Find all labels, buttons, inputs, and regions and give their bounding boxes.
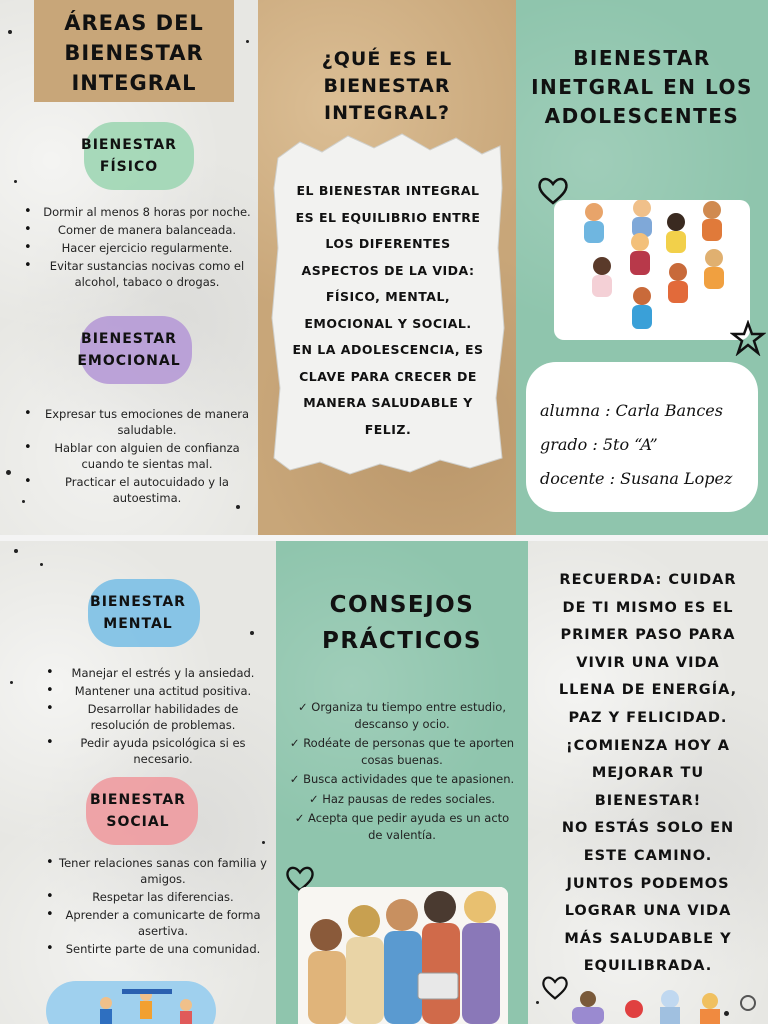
message-line: RECUERDA: CUIDAR [559, 572, 737, 588]
bienestar-fisico-label [0, 134, 258, 178]
docente-line: docente : Susana Lopez [540, 469, 733, 488]
list-item: • Dormir al menos 8 horas por noche. [36, 204, 258, 220]
consejos-title [276, 587, 528, 659]
label-line: BIENESTAR [90, 792, 186, 808]
message-line: ¡COMIENZA HOY A [566, 737, 730, 754]
tip-item: ✓ Acepta que pedir ayuda es un acto de valentía. [294, 811, 510, 842]
tip-item: ✓ Haz pausas de redes sociales. [308, 791, 496, 806]
label-line: BIENESTAR [81, 137, 177, 153]
label-line: EMOCIONAL [77, 353, 181, 369]
list-item: • Hacer ejercicio regularmente. [36, 240, 258, 256]
list-item: • Hablar con alguien de confianza cuando te sientas mal. [36, 440, 258, 472]
teens-group-illustration [554, 200, 750, 340]
fisico-list [22, 204, 258, 292]
text-line: LOS DIFERENTES [325, 236, 451, 251]
message-line: BIENESTAR! [594, 792, 702, 809]
title-line: BIENESTAR [323, 75, 451, 97]
text-line: EN LA ADOLESCENCIA, ES [292, 342, 484, 357]
tips-list [286, 699, 518, 843]
title-line: INTEGRAL [71, 71, 197, 95]
message-line: MÁS SALUDABLE Y [564, 930, 732, 947]
list-item: • Tener relaciones sanas con familia y amigos. [58, 855, 268, 887]
brochure-inside [0, 541, 768, 1024]
section-title [34, 8, 234, 98]
definition-text [270, 178, 506, 443]
bienestar-emocional-label [0, 328, 258, 372]
list-item: • Mantener una actitud positiva. [58, 683, 268, 699]
text-line: CLAVE PARA CRECER DE [299, 368, 477, 384]
message-line: ESTE CAMINO. [583, 847, 713, 864]
title-line: CONSEJOS [329, 592, 475, 618]
text-line: ASPECTOS DE LA VIDA: [301, 262, 475, 278]
message-line: DE TI MISMO ES EL [562, 599, 734, 616]
message-line: VIVIR UNA VIDA [576, 654, 720, 671]
cover-title [516, 44, 768, 131]
bienestar-social-label [0, 789, 276, 833]
people-group-icon [554, 200, 750, 340]
star-doodle-icon [730, 320, 766, 356]
label-line: FÍSICO [99, 159, 159, 175]
title-line: ÁREAS DEL [64, 11, 204, 35]
friends-illustration [298, 887, 508, 1024]
tip-item: ✓ Organiza tu tiempo entre estudio, descanso y ocio. [298, 700, 506, 731]
message-line: LLENA DE ENERGÍA, [558, 682, 738, 699]
credits-text [540, 394, 760, 496]
text-line: FÍSICO, MENTAL, [325, 289, 451, 304]
title-line: PRÁCTICOS [322, 628, 482, 654]
grado-line: grado : 5to “A” [540, 435, 658, 454]
label-line: BIENESTAR [90, 594, 186, 610]
list-item: • Sentirte parte de una comunidad. [58, 941, 268, 957]
closing-message [532, 567, 764, 981]
list-item: • Comer de manera balanceada. [36, 222, 258, 238]
list-item: • Respetar las diferencias. [58, 889, 268, 905]
message-line: EQUILIBRADA. [583, 958, 713, 975]
message-line: JUNTOS PODEMOS [566, 875, 730, 892]
title-line: ¿QUÉ ES EL [321, 48, 453, 70]
bienestar-mental-label [0, 591, 276, 635]
panel-mensaje-final [528, 541, 768, 1024]
list-item: • Manejar el estrés y la ansiedad. [58, 665, 268, 681]
title-line: INETGRAL EN LOS [531, 75, 753, 99]
title-line: INTEGRAL? [324, 102, 450, 124]
list-item: • Desarrollar habilidades de resolución de problemas. [58, 701, 268, 733]
label-line: MENTAL [103, 616, 173, 632]
friends-group-icon [298, 887, 508, 1024]
tip-item: ✓ Rodéate de personas que te aporten cosas buenas. [289, 736, 515, 767]
message-line: NO ESTÁS SOLO EN [561, 820, 735, 837]
message-line: LOGRAR UNA VIDA [564, 903, 732, 920]
title-line: BIENESTAR [64, 41, 204, 65]
question-title [258, 46, 516, 127]
social-list [44, 855, 268, 959]
list-item: • Aprender a comunicarte de forma asertiva. [58, 907, 268, 939]
text-line: MANERA SALUDABLE Y [303, 395, 473, 410]
panel-areas-bienestar [0, 0, 258, 535]
text-line: FELIZ. [364, 421, 412, 437]
emocional-list [22, 406, 258, 508]
label-line: BIENESTAR [81, 331, 177, 347]
text-line: EMOCIONAL Y SOCIAL. [304, 315, 472, 331]
text-line: EL BIENESTAR INTEGRAL [296, 183, 480, 198]
panel-portada [516, 0, 768, 535]
list-item: • Expresar tus emociones de manera saludable. [36, 406, 258, 438]
list-item: • Practicar el autocuidado y la autoestima. [36, 474, 258, 506]
title-line: ADOLESCENTES [544, 104, 740, 128]
panel-consejos [276, 541, 528, 1024]
healthy-habits-illustration [564, 987, 764, 1024]
label-line: SOCIAL [106, 814, 170, 830]
message-line: PRIMER PASO PARA [560, 627, 736, 644]
exercise-illustration [46, 981, 216, 1024]
list-item: • Evitar sustancias nocivas como el alcohol, tabaco o drogas. [36, 258, 258, 290]
message-line: MEJORAR TU [591, 765, 705, 782]
title-line: BIENESTAR [573, 46, 711, 70]
list-item: • Pedir ayuda psicológica si es necesario. [58, 735, 268, 767]
alumna-line: alumna : Carla Bances [540, 401, 723, 420]
tip-item: ✓ Busca actividades que te apasionen. [289, 772, 515, 786]
text-line: ES EL EQUILIBRIO ENTRE [295, 209, 481, 225]
message-line: PAZ Y FELICIDAD. [568, 709, 728, 726]
panel-mental-social [0, 541, 276, 1024]
mental-list [44, 665, 268, 769]
panel-que-es [258, 0, 516, 535]
